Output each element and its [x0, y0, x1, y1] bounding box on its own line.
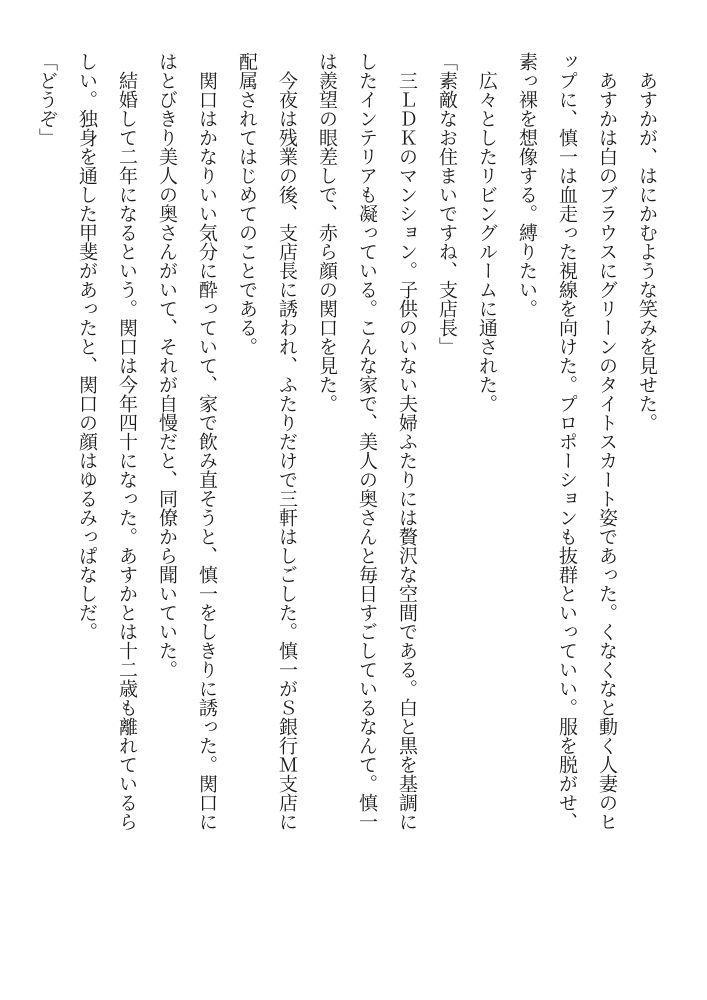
text-line: あすかが、はにかむような笑みを見せた。 — [636, 52, 658, 432]
text-line: 素っ裸を想像する。縛りたい。 — [516, 52, 538, 318]
text-line: したインテリアも凝っている。こんな家で、美人の奥さんと毎日すごしているなんて。慎一 — [356, 52, 378, 831]
text-line: 広々としたリビングルームに通された。 — [476, 52, 498, 413]
text-line: 結婚して二年になるという。関口は今年四十になった。あすかとは十二歳も離れているら — [116, 52, 138, 831]
text-line: 関口はかなりいい気分に酔っていて、家で飲み直そうと、慎一をしきりに誘った。関口に — [196, 52, 218, 831]
text-line: 「どうぞ」 — [36, 52, 58, 147]
text-line: はとびきり美人の奥さんがいて、それが自慢だと、同僚から聞いていた。 — [156, 52, 178, 679]
vertical-text-body — [27, 52, 667, 972]
text-line: あすかは白のブラウスにグリーンのタイトスカート姿であった。くなくなと動く人妻のヒ — [596, 52, 618, 831]
text-line: 配属されてはじめてのことである。 — [236, 52, 258, 356]
text-line: は羨望の眼差しで、赤ら顔の関口を見た。 — [316, 52, 338, 413]
text-line: 三ＬＤＫのマンション。子供のいない夫婦ふたりには贅沢な空間である。白と黒を基調に — [396, 52, 418, 831]
text-line: しい。独身を通した甲斐があったと、関口の顔はゆるみっぱなしだ。 — [76, 52, 98, 641]
text-line: ップに、慎一は血走った視線を向けた。プロポーションも抜群といっていい。服を脱がせ、 — [556, 52, 578, 831]
text-line: 「素敵なお住まいですね、支店長」 — [436, 52, 458, 356]
text-line: 今夜は残業の後、支店長に誘われ、ふたりだけで三軒はしごした。慎一がＳ銀行Ｍ支店に — [276, 52, 298, 831]
